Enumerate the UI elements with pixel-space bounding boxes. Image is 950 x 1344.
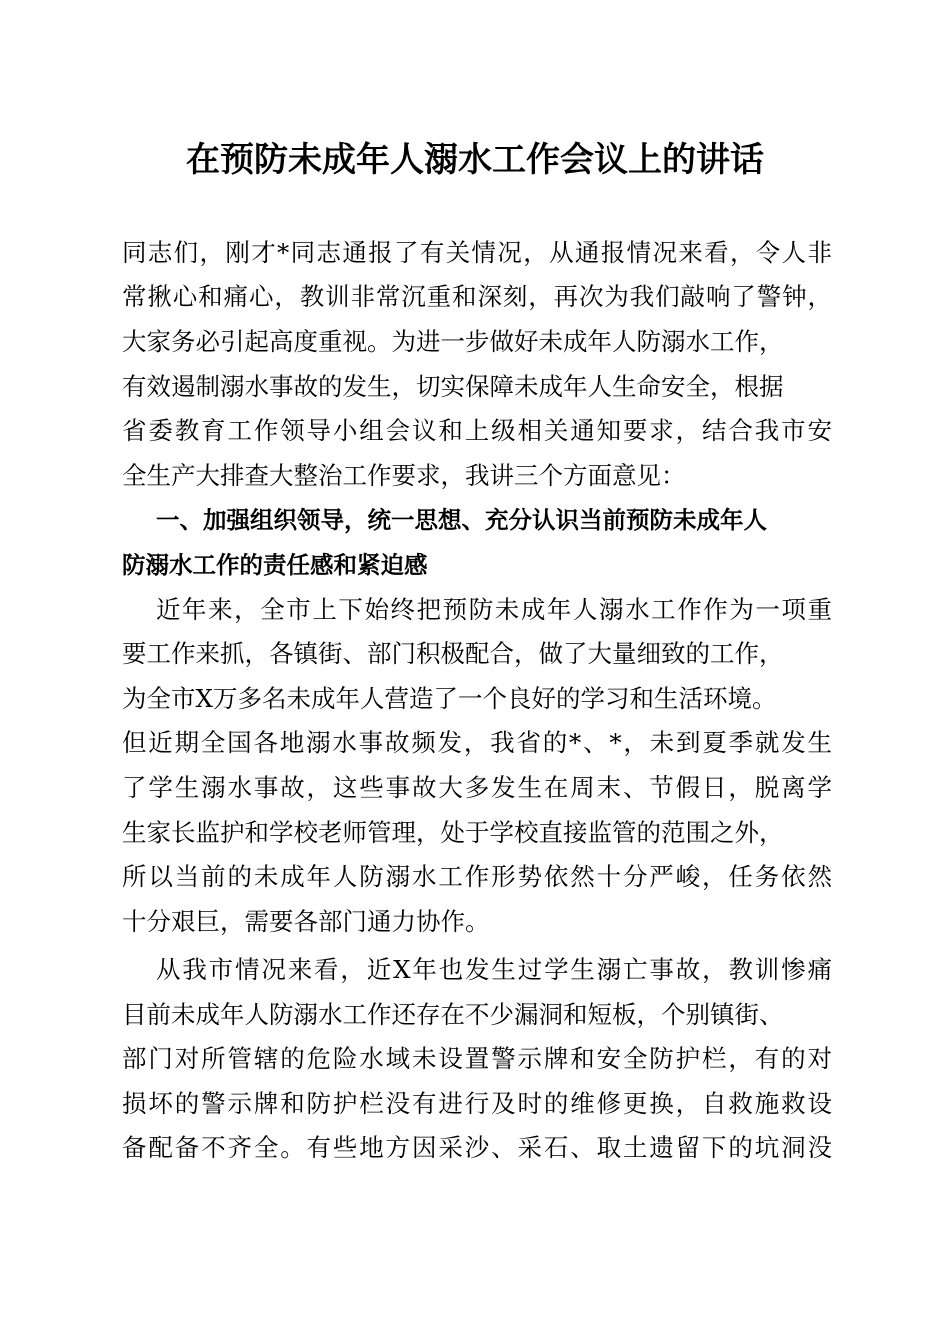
text-line: 十分艰巨，需要各部门通力协作。 (122, 907, 490, 936)
text-line: 常揪心和痛心，教训非常沉重和深刻，再次为我们敲响了警钟， (122, 282, 832, 311)
text-line: 近年来，全市上下始终把预防未成年人溺水工作作为一项重 (156, 595, 832, 624)
text-line: 生家长监护和学校老师管理，处于学校直接监管的范围之外， (122, 818, 784, 847)
text-line: 有效遏制溺水事故的发生，切实保障未成年人生命安全，根据 (122, 372, 784, 401)
text-line: 备配备不齐全。有些地方因采沙、采石、取土遗留下的坑洞没 (122, 1133, 832, 1162)
heading-line: 防溺水工作的责任感和紧迫感 (122, 551, 428, 579)
text-line: 从我市情况来看，近X年也发生过学生溺亡事故，教训惨痛 (156, 955, 832, 984)
text-line: 了学生溺水事故，这些事故大多发生在周末、节假日，脱离学 (122, 773, 832, 802)
text-line: 目前未成年人防溺水工作还存在不少漏洞和短板，个别镇街、 (122, 1000, 784, 1029)
text-line: 省委教育工作领导小组会议和上级相关通知要求，结合我市安 (122, 416, 832, 445)
text-line: 所以当前的未成年人防溺水工作形势依然十分严峻，任务依然 (122, 862, 832, 891)
document-title: 在预防未成年人溺水工作会议上的讲话 (186, 140, 764, 180)
text-line: 大家务必引起高度重视。为进一步做好未成年人防溺水工作， (122, 327, 784, 356)
text-line: 全生产大排查大整治工作要求，我讲三个方面意见： (122, 461, 686, 490)
text-line: 要工作来抓，各镇街、部门积极配合，做了大量细致的工作， (122, 639, 784, 668)
text-line: 同志们，刚才*同志通报了有关情况，从通报情况来看，令人非 (122, 238, 832, 267)
text-line: 部门对所管辖的危险水域未设置警示牌和安全防护栏，有的对 (122, 1044, 832, 1073)
text-line: 损坏的警示牌和防护栏没有进行及时的维修更换，自救施救设 (122, 1089, 832, 1118)
text-line: 但近期全国各地溺水事故频发，我省的*、*，未到夏季就发生 (122, 728, 832, 757)
text-line: 为全市X万多名未成年人营造了一个良好的学习和生活环境。 (122, 684, 777, 713)
heading-line: 一、加强组织领导，统一思想、充分认识当前预防未成年人 (156, 506, 767, 534)
